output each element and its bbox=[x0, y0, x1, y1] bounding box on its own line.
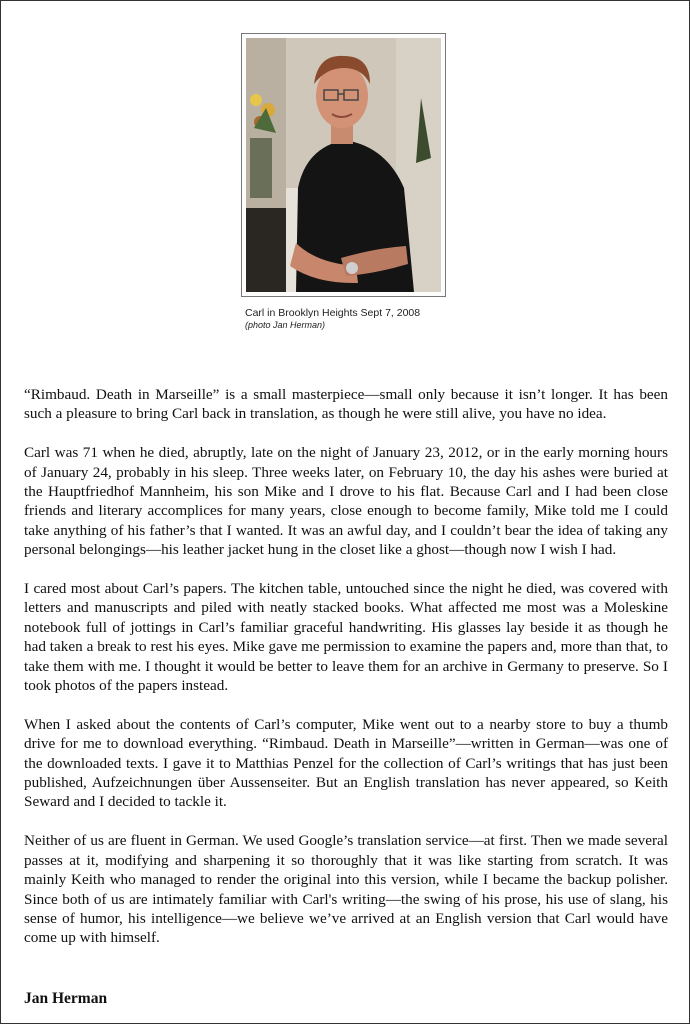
paragraph: I cared most about Carl’s papers. The kitchen table, untouched since the night he died, was covered with letters and manuscripts and piled with neatly stacked books. What affected me most was a Moleskine notebook full of jottings in Carl’s familiar graceful handwriting. His glasses lay beside it as though he had taken a break to rest his eyes. Mike gave me permission to examine the papers and, more than that, to take them with me. I thought it would be better to leave them for an archive in Germany to preserve. So I took photos of the papers instead. bbox=[24, 580, 668, 695]
photo-credit: (photo Jan Herman) bbox=[245, 320, 326, 330]
article-body bbox=[24, 385, 668, 967]
portrait-image bbox=[246, 38, 441, 292]
photo-caption bbox=[245, 307, 420, 331]
paragraph: When I asked about the contents of Carl’s computer, Mike went out to a nearby store to buy a thumb drive for me to download everything. “Rimbaud. Death in Marseille”—written in German—was one of the downloaded texts. I gave it to Matthias Penzel for the collection of Carl’s writings that has just been published, Aufzeichnungen über Aussenseiter. But an English translation has never appeared, so Keith Seward and I decided to tackle it. bbox=[24, 715, 668, 811]
caption-text: Carl in Brooklyn Heights Sept 7, 2008 bbox=[245, 307, 421, 319]
paragraph: Carl was 71 when he died, abruptly, late on the night of January 23, 2012, or in the early morning hours of January 24, probably in his sleep. Three weeks later, on February 10, the day his ashes were buried at the Hauptfriedhof Mannheim, his son Mike and I drove to his flat. Because Carl and I had been close friends and literary accomplices for many years, close enough to become family, Mike told me I could take anything of his father’s that I wanted. It was an awful day, and I couldn’t bear the idea of taking any personal belongings—his leather jacket hung in the closet like a ghost—though now I wish I had. bbox=[24, 444, 668, 559]
paragraph: Neither of us are fluent in German. We used Google’s translation service—at first. Then we made several passes at it, modifying and sharpening it so thoroughly that it was like starting from scratch. It was mainly Keith who managed to render the original into this version, while I became the backup polisher. Since both of us are intimately familiar with Carl's writing—the swing of his prose, his use of slang, his sense of humor, his intelligence—we believe we’ve arrived at an English version that Carl would have come up with himself. bbox=[24, 832, 668, 947]
portrait-photo bbox=[241, 33, 446, 297]
paragraph: “Rimbaud. Death in Marseille” is a small masterpiece—small only because it isn’t longer. It has been such a pleasure to bring Carl back in translation, as though he were still alive, you have no idea. bbox=[24, 386, 668, 423]
author-signature: Jan Herman bbox=[24, 990, 108, 1007]
